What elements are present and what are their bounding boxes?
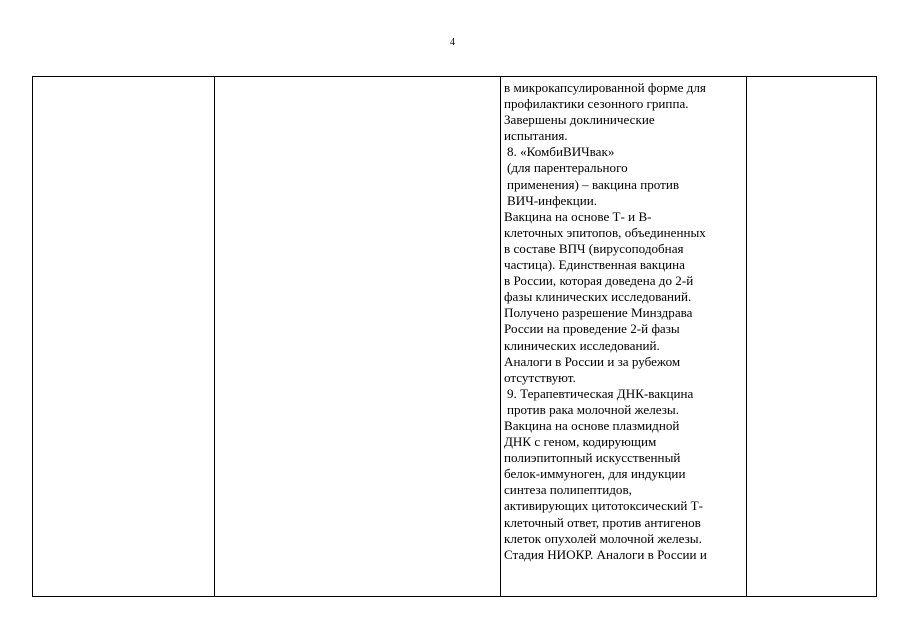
text-line: полиэпитопный искусственный <box>504 450 681 466</box>
text-line: Аналоги в России и за рубежом <box>504 353 681 369</box>
text-line: фазы клинических исследований. <box>504 289 692 305</box>
table-cell-col-2 <box>215 77 501 597</box>
cell-text-col-3 <box>501 77 746 563</box>
text-line: частица). Единственная вакцина <box>504 257 685 273</box>
table-cell-col-3 <box>501 77 747 597</box>
text-line: синтеза полипептидов, <box>504 482 632 498</box>
text-line: белок-иммуноген, для индукции <box>504 466 686 482</box>
text-line: против рака молочной железы. <box>507 401 679 417</box>
text-line: применения) – вакцина против <box>507 176 680 192</box>
text-line: Вакцина на основе плазмидной <box>504 417 680 433</box>
page-number: 4 <box>450 37 455 48</box>
text-line: профилактики сезонного гриппа. <box>504 96 689 112</box>
text-line: 9. Терапевтическая ДНК-вакцина <box>507 385 694 401</box>
cell-text-col-1 <box>33 77 214 80</box>
table-cell-col-1 <box>33 77 215 597</box>
text-line: отсутствуют. <box>504 369 576 385</box>
text-line: в составе ВПЧ (вирусоподобная <box>504 240 684 256</box>
text-line: в микрокапсулированной форме для <box>504 80 706 95</box>
text-line: ДНК с геном, кодирующим <box>504 434 657 450</box>
text-line: в России, которая доведена до 2-й <box>504 273 694 289</box>
text-line: России на проведение 2-й фазы <box>504 321 680 337</box>
table-row <box>33 77 877 597</box>
text-line: активирующих цитотоксический Т- <box>504 498 703 514</box>
text-line: Стадия НИОКР. Аналоги в России и <box>504 546 707 562</box>
table-cell-col-4 <box>747 77 877 597</box>
text-line: клеточных эпитопов, объединенных <box>504 224 706 240</box>
text-line: клинических исследований. <box>504 337 660 353</box>
text-line: (для парентерального <box>507 160 628 176</box>
text-line: Получено разрешение Минздрава <box>504 305 693 321</box>
text-line: испытания. <box>504 128 568 144</box>
text-line: клеточный ответ, против антигенов <box>504 514 701 530</box>
text-line: ВИЧ-инфекции. <box>507 192 598 208</box>
cell-text-col-2 <box>215 77 500 80</box>
text-line: Завершены доклинические <box>504 112 655 128</box>
cell-text-col-4 <box>747 77 876 80</box>
text-line: клеток опухолей молочной железы. <box>504 530 702 546</box>
text-line: 8. «КомбиВИЧвак» <box>507 144 615 160</box>
text-line: Вакцина на основе Т- и В- <box>504 208 652 224</box>
document-table <box>32 76 877 597</box>
